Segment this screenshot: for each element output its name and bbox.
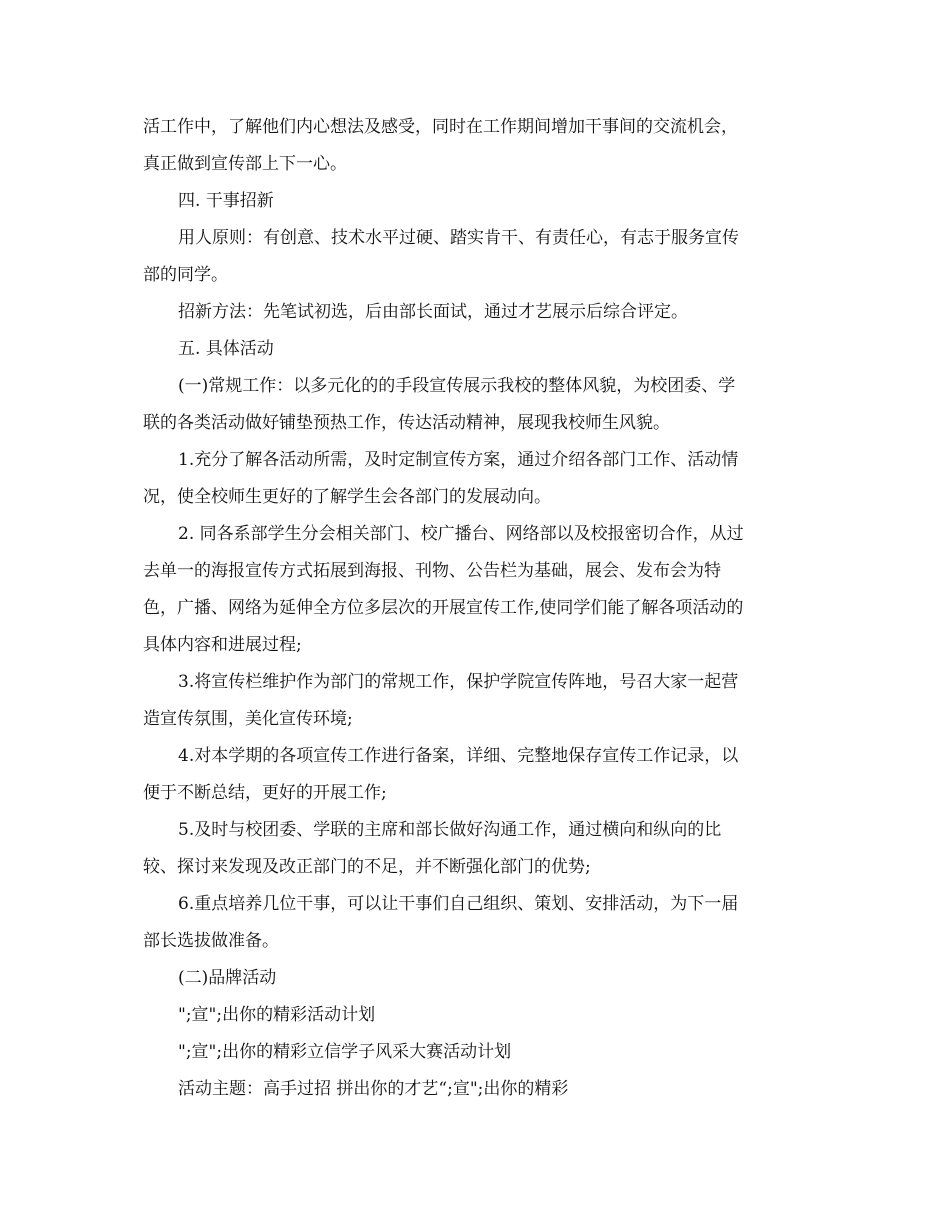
text-line: 去单一的海报宣传方式拓展到海报、刊物、公告栏为基础，展会、发布会为特 — [143, 561, 721, 581]
text-line: 5.及时与校团委、学联的主席和部长做好沟通工作，通过横向和纵向的比 — [178, 820, 722, 840]
paragraph — [143, 664, 823, 738]
document-body — [143, 109, 823, 1108]
paragraph — [143, 183, 823, 220]
paragraph — [143, 997, 823, 1034]
text-line: 四. 干事招新 — [178, 191, 274, 211]
paragraph — [143, 812, 823, 886]
text-line: 招新方法：先笔试初选，后由部长面试，通过才艺展示后综合评定。 — [178, 302, 688, 322]
paragraph — [143, 1034, 823, 1071]
paragraph — [143, 442, 823, 516]
text-line: 部的同学。 — [143, 265, 228, 285]
text-line: 6.重点培养几位干事，可以让干事们自己组织、策划、安排活动，为下一届 — [178, 894, 739, 914]
text-line: 较、探讨来发现及改正部门的不足，并不断强化部门的优势; — [143, 857, 591, 877]
paragraph — [143, 109, 823, 183]
paragraph — [143, 1071, 823, 1108]
text-line: 况，使全校师生更好的了解学生会各部门的发展动向。 — [143, 487, 551, 507]
text-line: (一)常规工作：以多元化的的手段宣传展示我校的整体风貌，为校团委、学 — [178, 376, 736, 396]
text-line: 五. 具体活动 — [178, 339, 274, 359]
text-line: 具体内容和进展过程; — [143, 635, 302, 655]
text-line: (二)品牌活动 — [178, 968, 277, 988]
text-line: 活工作中，了解他们内心想法及感受，同时在工作期间增加干事间的交流机会， — [143, 117, 738, 137]
paragraph — [143, 516, 823, 664]
paragraph — [143, 294, 823, 331]
paragraph — [143, 368, 823, 442]
text-line: 3.将宣传栏维护作为部门的常规工作，保护学院宣传阵地，号召大家一起营 — [178, 672, 739, 692]
text-line: 联的各类活动做好铺垫预热工作，传达活动精神，展现我校师生风貌。 — [143, 413, 670, 433]
paragraph — [143, 331, 823, 368]
paragraph — [143, 738, 823, 812]
text-line: 用人原则：有创意、技术水平过硬、踏实肯干、有责任心，有志于服务宣传 — [178, 228, 739, 248]
text-line: 1.充分了解各活动所需，及时定制宣传方案，通过介绍各部门工作、活动情 — [178, 450, 739, 470]
text-line: 部长选拔做准备。 — [143, 931, 279, 951]
text-line: ";宣";出你的精彩活动计划 — [178, 1005, 376, 1025]
paragraph — [143, 220, 823, 294]
text-line: ";宣";出你的精彩立信学子风采大赛活动计划 — [178, 1042, 512, 1062]
text-line: 活动主题：高手过招 拼出你的才艺“;宣";出你的精彩 — [178, 1079, 569, 1099]
paragraph — [143, 886, 823, 960]
text-line: 2. 同各系部学生分会相关部门、校广播台、网络部以及校报密切合作，从过 — [178, 524, 744, 544]
text-line: 真正做到宣传部上下一心。 — [143, 154, 347, 174]
text-line: 4.对本学期的各项宣传工作进行备案，详细、完整地保存宣传工作记录，以 — [178, 746, 739, 766]
paragraph — [143, 960, 823, 997]
text-line: 便于不断总结，更好的开展工作; — [143, 783, 387, 803]
text-line: 造宣传氛围，美化宣传环境; — [143, 709, 353, 729]
text-line: 色，广播、网络为延伸全方位多层次的开展宣传工作,使同学们能了解各项活动的 — [143, 598, 744, 618]
